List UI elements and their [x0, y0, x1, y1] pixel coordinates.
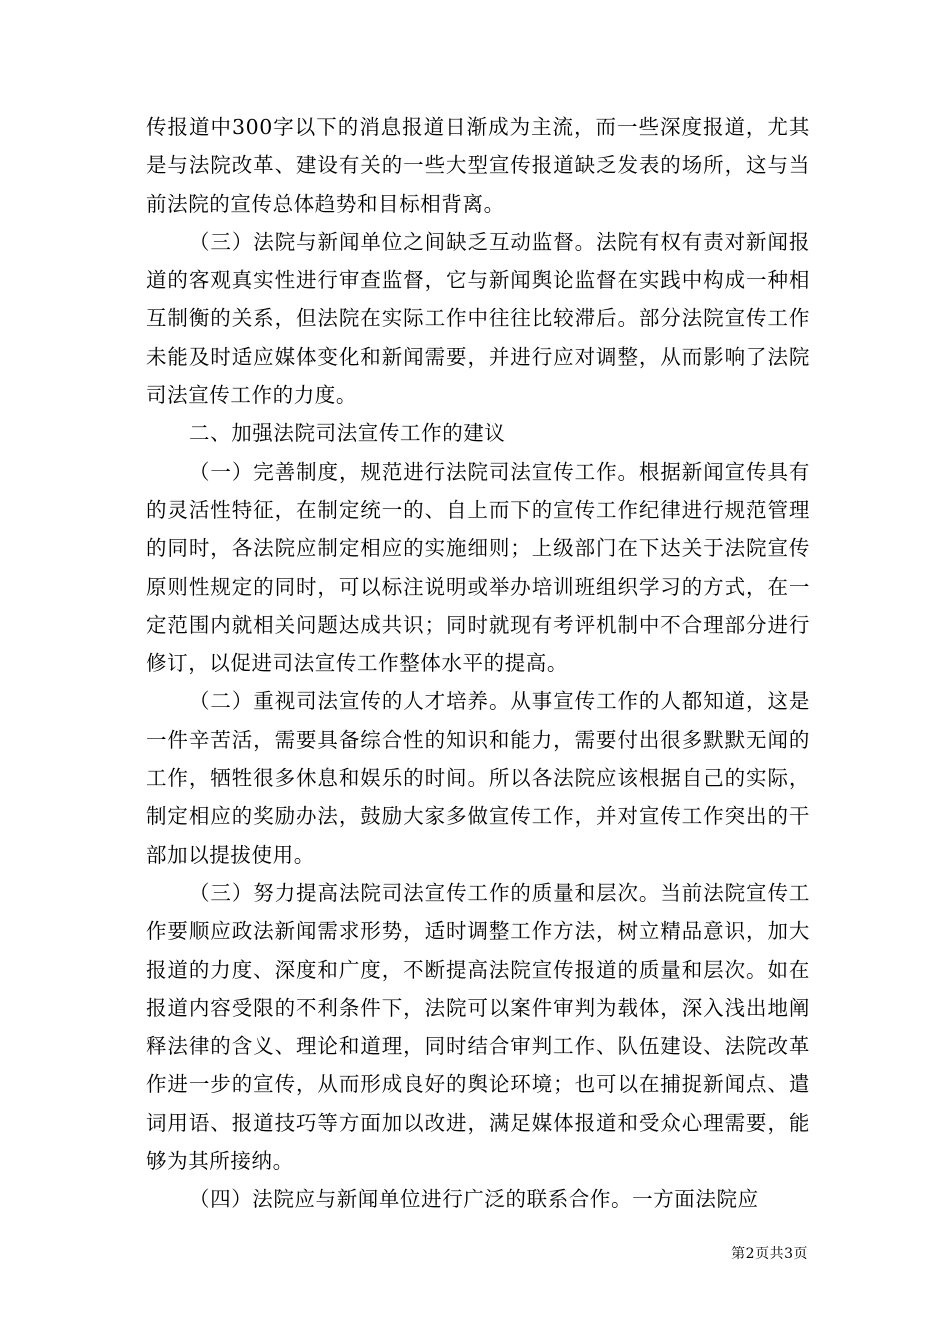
section-heading-suggestions: 二、加强法院司法宣传工作的建议	[189, 421, 506, 446]
paragraph-improve-system: （一）完善制度，规范进行法院司法宣传工作。根据新闻宣传具有的灵活性特征，在制定统一的、自上而下的宣传工作纪律进行规范管理的同时，各法院应制定相应的实施细则；上级部门在下达关于法院宣传原则性规定的同时，可以标注说明或举办培训班组织学习的方式，在一定范围内就相关问题达成共识；同时就现有考评机制中不合理部分进行修订，以促进司法宣传工作整体水平的提高。	[146, 459, 810, 676]
paragraph-improve-quality: （三）努力提高法院司法宣传工作的质量和层次。当前法院宣传工作要顺应政法新闻需求形势，适时调整工作方法，树立精品意识，加大报道的力度、深度和广度，不断提高法院宣传报道的质量和层次。如在报道内容受限的不利条件下，法院可以案件审判为载体，深入浅出地阐释法律的含义、理论和道理，同时结合审判工作、队伍建设、法院改革作进一步的宣传，从而形成良好的舆论环境；也可以在捕捉新闻点、遣词用语、报道技巧等方面加以改进，满足媒体报道和受众心理需要，能够为其所接纳。	[146, 880, 810, 1174]
page-number-footer: 第2页共3页	[731, 1246, 808, 1262]
paragraph-media-cooperation: （四）法院应与新闻单位进行广泛的联系合作。一方面法院应	[189, 1187, 759, 1212]
paragraph-talent-training: （二）重视司法宣传的人才培养。从事宣传工作的人都知道，这是一件辛苦活，需要具备综合性的知识和能力，需要付出很多默默无闻的工作，牺牲很多休息和娱乐的时间。所以各法院应该根据自己的实际，制定相应的奖励办法，鼓励大家多做宣传工作，并对宣传工作突出的干部加以提拔使用。	[146, 689, 810, 867]
paragraph-lack-of-supervision: （三）法院与新闻单位之间缺乏互动监督。法院有权有责对新闻报道的客观真实性进行审查监督，它与新闻舆论监督在实践中构成一种相互制衡的关系，但法院在实际工作中往往比较滞后。部分法院宣传工作未能及时适应媒体变化和新闻需要，并进行应对调整，从而影响了法院司法宣传工作的力度。	[146, 229, 810, 408]
paragraph-continuation: 传报道中300字以下的消息报道日渐成为主流，而一些深度报道，尤其是与法院改革、建设有关的一些大型宣传报道缺乏发表的场所，这与当前法院的宣传总体趋势和目标相背离。	[146, 115, 810, 216]
document-body	[146, 108, 810, 1219]
